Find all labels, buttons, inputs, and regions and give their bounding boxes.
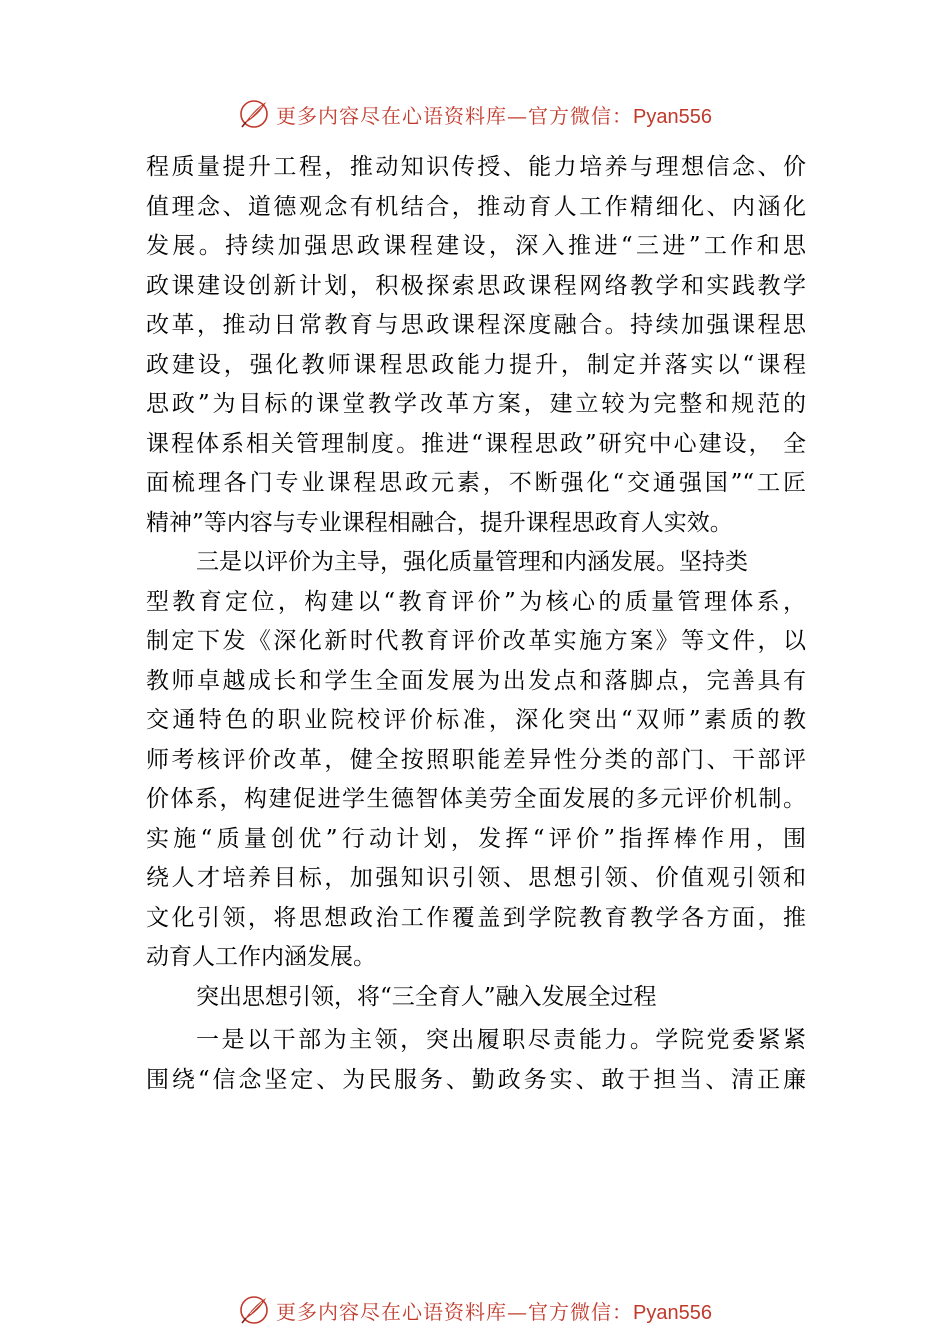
text-line: 师考核评价改革，健全按照职能差异性分类的部门、干部评 <box>146 746 806 773</box>
quill-pen-logo-icon <box>238 1294 270 1326</box>
text-line: 绕人才培养目标，加强知识引领、思想引领、价值观引领和 <box>146 865 806 891</box>
header-banner-label: 更多内容尽在心语资料库—官方微信： <box>276 103 634 128</box>
text-line: 教师卓越成长和学生全面发展为出发点和落脚点，完善具有 <box>146 667 806 694</box>
text-line: 课程体系相关管理制度。推进“课程思政”研究中心建设， 全 <box>146 430 806 457</box>
text-line: 政建设，强化教师课程思政能力提升，制定并落实以“课程 <box>146 351 806 378</box>
footer-banner-label: 更多内容尽在心语资料库—官方微信： <box>276 1299 634 1324</box>
quill-pen-logo-icon <box>238 98 270 130</box>
text-line: 型教育定位，构建以“教育评价”为核心的质量管理体系， <box>146 588 806 615</box>
text-line: 围绕“信念坚定、为民服务、勤政务实、敢于担当、清正廉 <box>146 1066 806 1093</box>
text-line: 程质量提升工程，推动知识传授、能力培养与理想信念、价 <box>146 154 806 180</box>
text-line: 交通特色的职业院校评价标准，深化突出“双师”素质的教 <box>146 707 806 733</box>
footer-banner <box>0 1290 950 1330</box>
paragraph <box>146 1021 806 1100</box>
text-line: 精神”等内容与专业课程相融合，提升课程思政育人实效。 <box>146 509 733 536</box>
header-banner-handle: Pyan556 <box>633 105 712 128</box>
text-line: 值理念、道德观念有机结合，推动育人工作精细化、内涵化 <box>146 193 806 220</box>
footer-banner-handle: Pyan556 <box>633 1301 712 1324</box>
text-line: 改革，推动日常教育与思政课程深度融合。持续加强课程思 <box>146 312 806 338</box>
text-line: 三是以评价为主导，强化质量管理和内涵发展。坚持类 <box>196 549 748 575</box>
header-banner-text <box>276 100 712 129</box>
text-line: 制定下发《深化新时代教育评价改革实施方案》等文件，以 <box>146 628 806 654</box>
text-line: 一是以干部为主领，突出履职尽责能力。学院党委紧紧 <box>196 1027 806 1053</box>
footer-banner-text <box>276 1296 712 1325</box>
paragraph <box>146 543 806 978</box>
text-line: 发展。持续加强思政课程建设，深入推进“三进”工作和思 <box>146 233 806 259</box>
paragraph-heading <box>146 978 806 1018</box>
text-line: 政课建设创新计划，积极探索思政课程网络教学和实践教学 <box>146 272 806 299</box>
document-body <box>146 148 806 1100</box>
text-line: 价体系，构建促进学生德智体美劳全面发展的多元评价机制。 <box>146 786 806 812</box>
paragraph <box>146 148 806 543</box>
text-line: 文化引领，将思想政治工作覆盖到学院教育教学各方面，推 <box>146 904 806 931</box>
text-line: 动育人工作内涵发展。 <box>146 944 376 970</box>
header-banner <box>0 94 950 134</box>
text-line: 思政”为目标的课堂教学改革方案，建立较为完整和规范的 <box>146 391 806 417</box>
text-line: 实施“质量创优”行动计划，发挥“评价”指挥棒作用，围 <box>146 825 806 852</box>
text-line: 面梳理各门专业课程思政元素，不断强化“交通强国”“工匠 <box>146 470 806 496</box>
section-heading: 突出思想引领，将“三全育人”融入发展全过程 <box>196 983 657 1010</box>
